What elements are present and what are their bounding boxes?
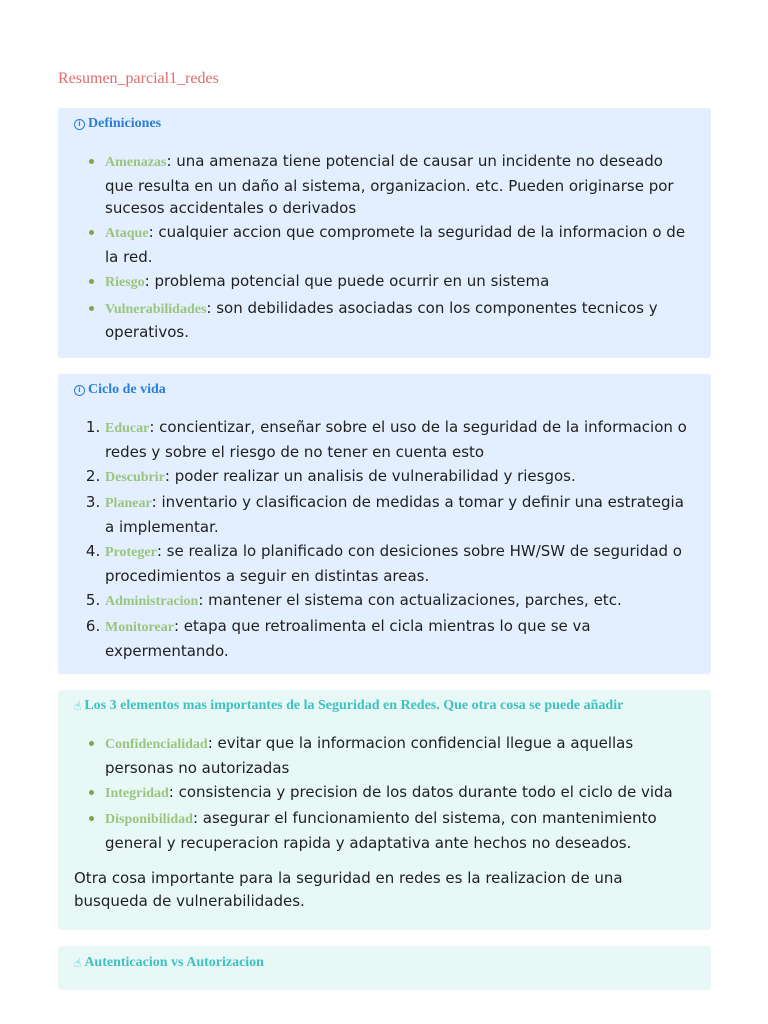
definition-text: : son debilidades asociadas con los componentes tecnicos y operativos. <box>105 298 658 342</box>
term: Vulnerabilidades <box>105 301 207 317</box>
definition-text: : problema potencial que puede ocurrir en un sistema <box>144 272 550 291</box>
term: Amenazas <box>105 155 167 170</box>
list-item <box>105 807 695 854</box>
list-item <box>105 297 695 344</box>
ciclo-list <box>74 416 695 662</box>
pointing-hand-icon: ☝ <box>74 956 82 970</box>
list-item <box>105 221 695 268</box>
list-item <box>105 589 695 614</box>
term: Monitorear <box>105 620 174 636</box>
pointing-hand-icon: ☝ <box>74 699 82 713</box>
definition-text: : cualquier accion que compromete la seguridad de la informacion o de la red. <box>105 223 686 267</box>
list-item <box>105 270 695 295</box>
definiciones-list <box>74 150 695 344</box>
step-text: : etapa que retroalimenta el cicla mientras lo que se va expermentando. <box>105 617 591 660</box>
term: Riesgo <box>105 275 145 291</box>
list-item <box>105 540 695 587</box>
step-text: : inventario y clasificacion de medidas a tomar y definir una estrategia a implementar. <box>105 493 684 536</box>
element-text: : consistencia y precision de los datos durante todo el ciclo de vida <box>168 782 673 801</box>
term: Proteger <box>105 545 157 561</box>
term: Educar <box>105 421 150 436</box>
callout-ciclo-de-vida <box>58 374 711 674</box>
elementos-heading: Los 3 elementos mas importantes de la Seguridad en Redes. Que otra cosa se puede añadir <box>84 698 624 713</box>
element-text: : evitar que la informacion confidencial llegue a aquellas personas no autorizadas <box>105 734 634 777</box>
callout-heading <box>74 955 695 971</box>
list-item <box>105 416 695 463</box>
term: Confidencialidad <box>105 737 208 752</box>
callout-autenticacion <box>58 946 711 990</box>
definiciones-heading: Definiciones <box>88 116 162 131</box>
term: Planear <box>105 496 152 512</box>
step-text: : poder realizar un analisis de vulnerabilidad y riesgos. <box>164 466 576 485</box>
info-circle-icon: i <box>74 119 85 130</box>
info-circle-icon: i <box>74 385 85 396</box>
elementos-list <box>74 732 695 854</box>
callout-heading <box>74 116 695 132</box>
list-item <box>105 491 695 538</box>
callout-definiciones <box>58 108 711 358</box>
ciclo-heading: Ciclo de vida <box>88 382 166 397</box>
term: Integridad <box>105 785 169 801</box>
term: Descubrir <box>105 469 165 485</box>
term: Ataque <box>105 226 149 242</box>
list-item <box>105 781 695 806</box>
list-item <box>105 615 695 662</box>
step-text: : mantener el sistema con actualizaciones, parches, etc. <box>198 590 622 609</box>
list-item <box>105 732 695 779</box>
list-item <box>105 150 695 220</box>
callout-heading <box>74 382 695 398</box>
callout-heading <box>74 698 695 714</box>
elementos-paragraph: Otra cosa importante para la seguridad en redes es la realizacion de una busqueda de vulnerabilidades. <box>74 869 623 910</box>
term: Administracion <box>105 593 199 609</box>
step-text: : concientizar, enseñar sobre el uso de la seguridad de la informacion o redes y sobre el riesgo de no tener en cuenta esto <box>105 418 687 461</box>
document-title: Resumen_parcial1_redes <box>58 70 219 87</box>
list-item <box>105 465 695 490</box>
term: Disponibilidad <box>105 812 193 828</box>
element-text: : asegurar el funcionamiento del sistema, con mantenimiento general y recuperacion rapida y adaptativa ante hechos no deseados. <box>105 809 657 852</box>
callout-elementos <box>58 690 711 930</box>
autenticacion-heading: Autenticacion vs Autorizacion <box>84 955 264 970</box>
definition-text: : una amenaza tiene potencial de causar un incidente no deseado que resulta en un daño al sistema, organizacion. etc. Pueden originarse por sucesos accidentales o derivados <box>105 152 674 218</box>
step-text: : se realiza lo planificado con desiciones sobre HW/SW de seguridad o procedimientos a seguir en distintas areas. <box>105 542 682 585</box>
